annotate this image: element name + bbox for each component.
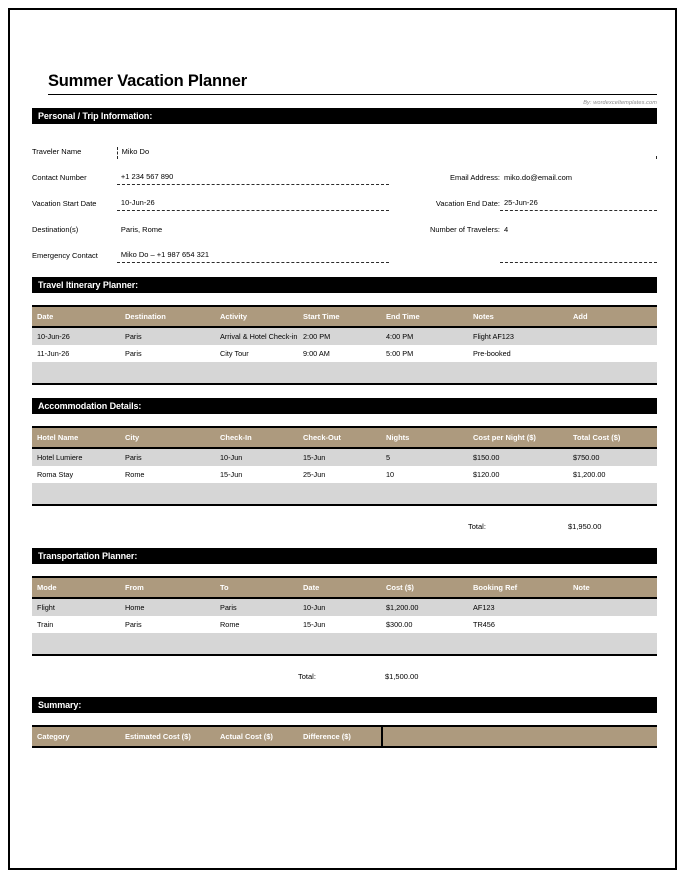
itinerary-col-destination: Destination <box>120 306 215 327</box>
cell-booking-ref[interactable]: TR456 <box>468 616 568 633</box>
cell-activity[interactable]: Arrival & Hotel Check-in <box>215 327 298 345</box>
cell-add[interactable] <box>568 362 657 384</box>
cell-check-out[interactable]: 15-Jun <box>298 448 381 466</box>
cell-check-out[interactable]: 25-Jun <box>298 466 381 483</box>
traveler-name-value[interactable]: Miko Do <box>117 147 390 159</box>
cell-hotel-name[interactable]: Roma Stay <box>32 466 120 483</box>
itinerary-col-activity: Activity <box>215 306 298 327</box>
cell-check-in[interactable]: 10-Jun <box>215 448 298 466</box>
travelers-label: Number of Travelers: <box>429 225 500 234</box>
cell-check-in[interactable]: 15-Jun <box>215 466 298 483</box>
section-header-transportation: Transportation Planner: <box>32 548 657 564</box>
cell-note[interactable] <box>568 616 657 633</box>
emergency-contact-value[interactable]: Miko Do – +1 987 654 321 <box>117 250 390 263</box>
itinerary-table <box>32 305 657 385</box>
accommodation-col-hotel-name: Hotel Name <box>32 427 120 448</box>
cell-notes[interactable]: Flight AF123 <box>468 327 568 345</box>
document-page <box>8 8 677 870</box>
start-date-label: Vacation Start Date <box>32 199 97 208</box>
field-row-traveler-name <box>32 133 657 159</box>
cell-booking-ref[interactable] <box>468 633 568 655</box>
contact-number-label: Contact Number <box>32 173 87 182</box>
cell-end-time[interactable]: 4:00 PM <box>381 327 468 345</box>
cell-cost[interactable]: $1,200.00 <box>381 598 468 616</box>
traveler-name-label: Traveler Name <box>32 147 82 156</box>
cell-nights[interactable]: 5 <box>381 448 468 466</box>
accommodation-total-label: Total: <box>468 522 486 532</box>
transportation-col-date: Date <box>298 577 381 598</box>
cell-date[interactable]: 10-Jun <box>298 598 381 616</box>
summary-col-actual-cost: Actual Cost ($) <box>220 732 273 742</box>
section-header-itinerary: Travel Itinerary Planner: <box>32 277 657 293</box>
section-header-personal: Personal / Trip Information: <box>32 108 657 124</box>
cell-from[interactable] <box>120 633 215 655</box>
cell-nights[interactable] <box>381 483 468 505</box>
cell-booking-ref[interactable]: AF123 <box>468 598 568 616</box>
cell-destination[interactable]: Paris <box>120 327 215 345</box>
accommodation-col-cost-per-night: Cost per Night ($) <box>468 427 568 448</box>
destinations-value[interactable]: Paris, Rome <box>120 225 163 234</box>
cell-city[interactable]: Paris <box>120 448 215 466</box>
field-row-start-date <box>32 185 657 211</box>
accommodation-col-total-cost: Total Cost ($) <box>568 427 657 448</box>
accommodation-total-value: $1,950.00 <box>568 522 602 532</box>
cell-mode[interactable]: Flight <box>32 598 120 616</box>
field-row-destinations <box>32 211 657 237</box>
summary-col-category: Category <box>37 732 70 742</box>
cell-start-time[interactable]: 9:00 AM <box>298 345 381 362</box>
transportation-col-booking-ref: Booking Ref <box>468 577 568 598</box>
itinerary-header-row <box>32 306 657 327</box>
spacer-c <box>389 260 500 263</box>
transportation-col-mode: Mode <box>32 577 120 598</box>
page-title: Summer Vacation Planner <box>48 72 247 90</box>
cell-city[interactable] <box>120 483 215 505</box>
cell-city[interactable]: Rome <box>120 466 215 483</box>
cell-end-time[interactable] <box>381 362 468 384</box>
field-row-contact-number <box>32 159 657 185</box>
transportation-total-value: $1,500.00 <box>385 672 419 682</box>
spacer-b <box>499 156 657 159</box>
table-row[interactable] <box>32 362 657 384</box>
summary-header-row <box>32 725 657 748</box>
cell-cost[interactable]: $300.00 <box>381 616 468 633</box>
table-row[interactable] <box>32 448 657 466</box>
field-row-emergency-contact <box>32 237 657 263</box>
itinerary-col-end-time: End Time <box>381 306 468 327</box>
accommodation-col-check-out: Check-Out <box>298 427 381 448</box>
cell-date[interactable] <box>32 362 120 384</box>
cell-cost-per-night[interactable]: $150.00 <box>468 448 568 466</box>
cell-mode[interactable] <box>32 633 120 655</box>
summary-col-difference: Difference ($) <box>303 732 351 742</box>
accommodation-table <box>32 426 657 506</box>
destinations-label: Destination(s) <box>32 225 79 234</box>
cell-activity[interactable]: City Tour <box>215 345 298 362</box>
cell-check-out[interactable] <box>298 483 381 505</box>
cell-start-time[interactable] <box>298 362 381 384</box>
transportation-total-label: Total: <box>298 672 316 682</box>
accommodation-col-nights: Nights <box>381 427 468 448</box>
start-date-value[interactable]: 10-Jun-26 <box>117 198 390 211</box>
cell-check-in[interactable] <box>215 483 298 505</box>
cell-to[interactable]: Rome <box>215 616 298 633</box>
cell-from[interactable]: Home <box>120 598 215 616</box>
accommodation-header-row <box>32 427 657 448</box>
table-row[interactable] <box>32 633 657 655</box>
cell-total-cost[interactable] <box>568 483 657 505</box>
cell-total-cost[interactable]: $1,200.00 <box>568 466 657 483</box>
spacer-d <box>500 259 657 263</box>
cell-date[interactable]: 10-Jun-26 <box>32 327 120 345</box>
cell-total-cost[interactable]: $750.00 <box>568 448 657 466</box>
cell-to[interactable] <box>215 633 298 655</box>
contact-number-value[interactable]: +1 234 567 890 <box>117 172 390 185</box>
cell-destination[interactable]: Paris <box>120 345 215 362</box>
cell-date[interactable]: 11-Jun-26 <box>32 345 120 362</box>
accommodation-col-check-in: Check-In <box>215 427 298 448</box>
table-row[interactable] <box>32 483 657 505</box>
cell-add[interactable] <box>568 345 657 362</box>
table-row[interactable] <box>32 466 657 483</box>
itinerary-col-start-time: Start Time <box>298 306 381 327</box>
table-row[interactable] <box>32 616 657 633</box>
personal-info-form <box>32 124 657 263</box>
cell-activity[interactable] <box>215 362 298 384</box>
end-date-label: Vacation End Date: <box>435 199 500 208</box>
transportation-col-to: To <box>215 577 298 598</box>
cell-note[interactable] <box>568 633 657 655</box>
travelers-value[interactable]: 4 <box>503 225 509 234</box>
accommodation-col-city: City <box>120 427 215 448</box>
cell-mode[interactable]: Train <box>32 616 120 633</box>
itinerary-col-add: Add <box>568 306 657 327</box>
transportation-table <box>32 576 657 656</box>
cell-note[interactable] <box>568 598 657 616</box>
cell-add[interactable] <box>568 327 657 345</box>
email-label: Email Address: <box>449 173 500 182</box>
cell-notes[interactable]: Pre-booked <box>468 345 568 362</box>
credit-watermark: By: wordexceltemplates.com <box>583 100 657 106</box>
itinerary-col-date: Date <box>32 306 120 327</box>
cell-hotel-name[interactable]: Hotel Lumiere <box>32 448 120 466</box>
summary-col-blank <box>381 727 657 746</box>
transportation-col-from: From <box>120 577 215 598</box>
spacer-a <box>389 156 499 159</box>
table-row[interactable] <box>32 598 657 616</box>
cell-cost-per-night[interactable]: $120.00 <box>468 466 568 483</box>
cell-notes[interactable] <box>468 362 568 384</box>
section-header-accommodation: Accommodation Details: <box>32 398 657 414</box>
cell-destination[interactable] <box>120 362 215 384</box>
cell-end-time[interactable]: 5:00 PM <box>381 345 468 362</box>
summary-col-estimated-cost: Estimated Cost ($) <box>125 732 191 742</box>
cell-hotel-name[interactable] <box>32 483 120 505</box>
email-value[interactable]: miko.do@email.com <box>503 173 573 182</box>
cell-date[interactable] <box>298 633 381 655</box>
cell-start-time[interactable]: 2:00 PM <box>298 327 381 345</box>
accommodation-total-row <box>32 506 657 531</box>
itinerary-col-notes: Notes <box>468 306 568 327</box>
cell-from[interactable]: Paris <box>120 616 215 633</box>
cell-date[interactable]: 15-Jun <box>298 616 381 633</box>
table-row[interactable] <box>32 345 657 362</box>
cell-cost-per-night[interactable] <box>468 483 568 505</box>
transportation-header-row <box>32 577 657 598</box>
emergency-contact-label: Emergency Contact <box>32 251 98 260</box>
transportation-total-row <box>32 656 657 681</box>
transportation-col-cost: Cost ($) <box>381 577 468 598</box>
transportation-col-note: Note <box>568 577 657 598</box>
end-date-value[interactable]: 25-Jun-26 <box>500 198 657 211</box>
cell-to[interactable]: Paris <box>215 598 298 616</box>
section-header-summary: Summary: <box>32 697 657 713</box>
table-row[interactable] <box>32 327 657 345</box>
cell-cost[interactable] <box>381 633 468 655</box>
cell-nights[interactable]: 10 <box>381 466 468 483</box>
